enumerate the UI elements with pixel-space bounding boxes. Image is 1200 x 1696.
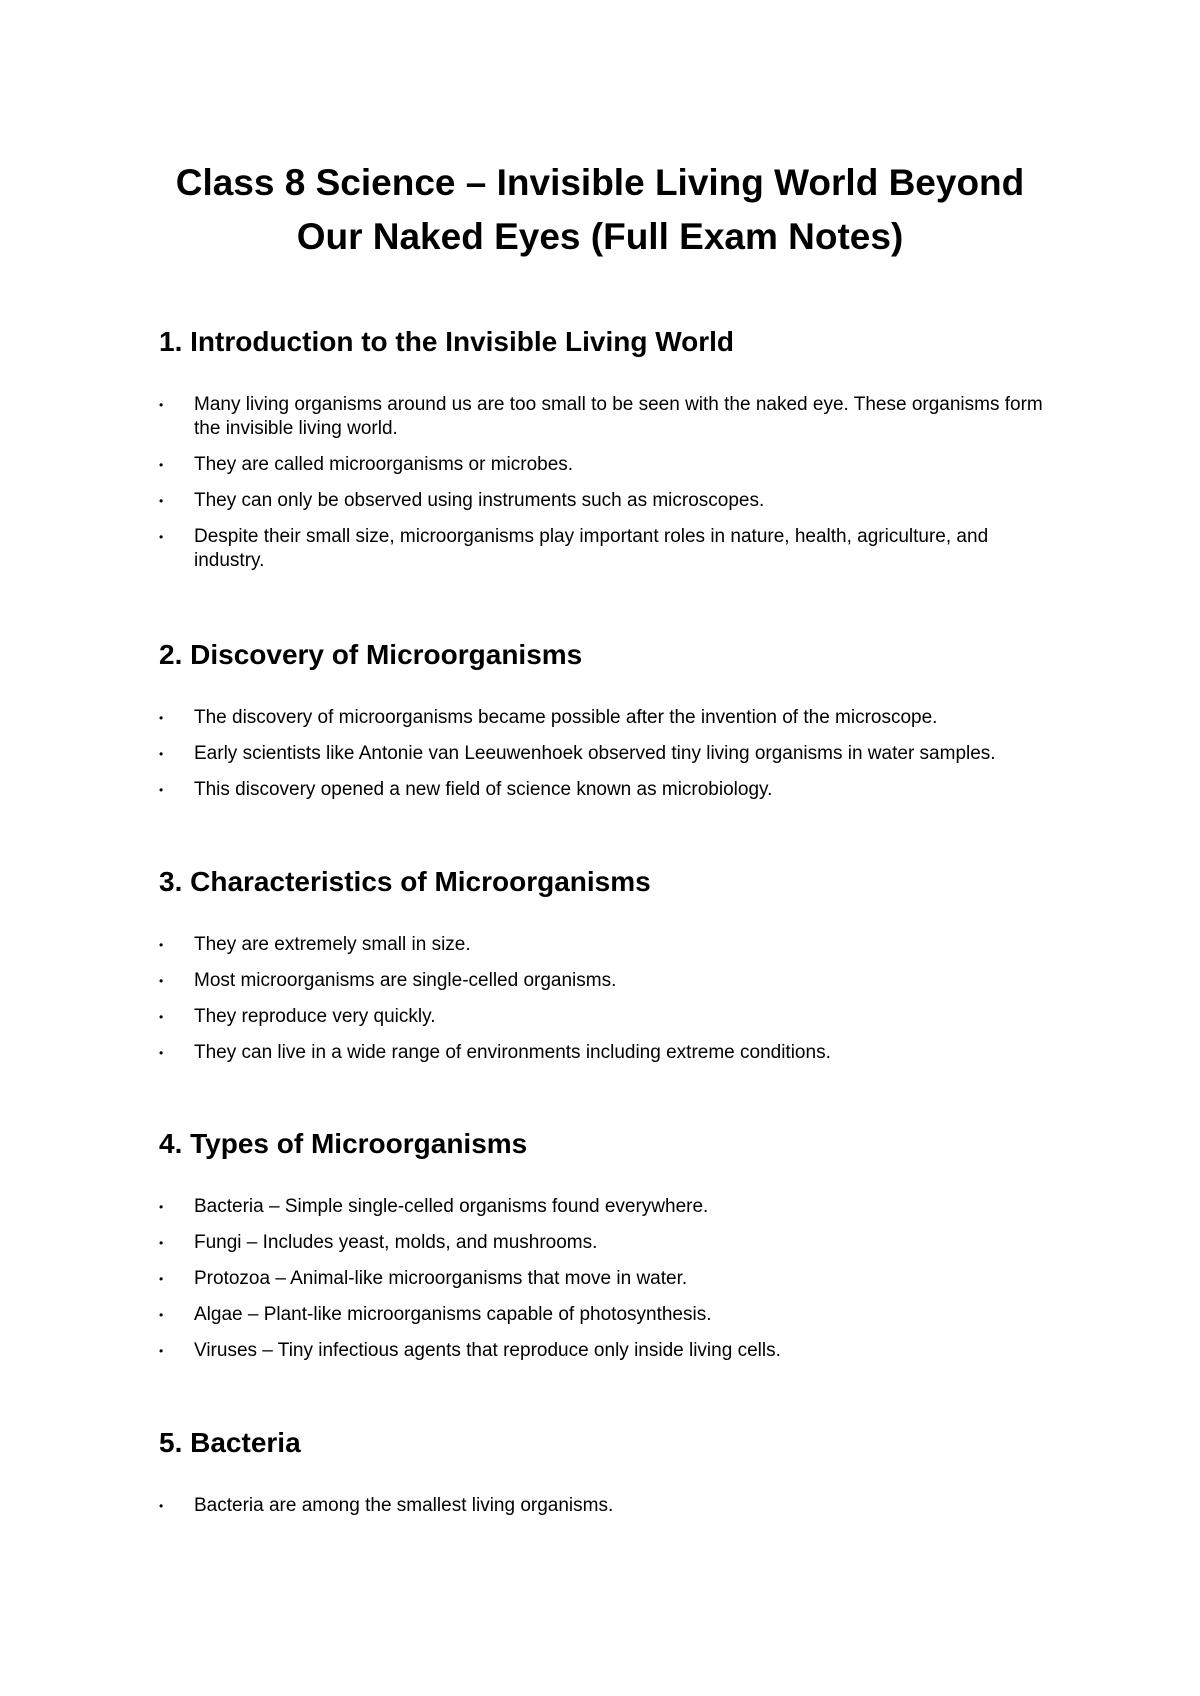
- list-item-text: Protozoa – Animal-like microorganisms that move in water.: [194, 1268, 688, 1289]
- section-heading: 5. Bacteria: [159, 1427, 301, 1458]
- list-item-text: They reproduce very quickly.: [194, 1006, 436, 1027]
- list-item-text: Viruses – Tiny infectious agents that reproduce only inside living cells.: [194, 1340, 781, 1361]
- list-item: [159, 1041, 1059, 1065]
- list-item: [159, 453, 1059, 477]
- bullet-icon: •: [159, 530, 164, 544]
- section-types: [159, 1127, 1059, 1375]
- bullet-icon: •: [159, 1308, 164, 1322]
- section-characteristics: [159, 865, 1059, 1077]
- list-item-text: They are called microorganisms or microbes.: [194, 454, 574, 475]
- list-item-text: They are extremely small in size.: [194, 934, 471, 955]
- section-heading: 4. Types of Microorganisms: [159, 1128, 528, 1159]
- section-heading: 1. Introduction to the Invisible Living World: [159, 326, 735, 357]
- list-item: [159, 489, 1059, 513]
- list-item: [159, 393, 1059, 441]
- bullet-icon: •: [159, 711, 164, 725]
- list-item: [159, 1231, 1059, 1255]
- bullet-icon: •: [159, 1046, 164, 1060]
- bullet-icon: •: [159, 1200, 164, 1214]
- bullet-list: [159, 393, 1059, 573]
- list-item: [159, 1339, 1059, 1363]
- section-discovery: [159, 638, 1059, 814]
- list-item: [159, 1267, 1059, 1291]
- document-title: Class 8 Science – Invisible Living World Beyond Our Naked Eyes (Full Exam Notes): [175, 162, 1025, 257]
- list-item: [159, 1303, 1059, 1327]
- list-item-text: Most microorganisms are single-celled organisms.: [194, 970, 617, 991]
- list-item-text: Algae – Plant-like microorganisms capable of photosynthesis.: [194, 1304, 712, 1325]
- list-item: [159, 706, 1059, 730]
- list-item: [159, 525, 1059, 573]
- bullet-icon: •: [159, 938, 164, 952]
- bullet-icon: •: [159, 398, 164, 412]
- section-introduction: [159, 325, 1059, 585]
- bullet-list: [159, 933, 1059, 1065]
- list-item: [159, 778, 1059, 802]
- bullet-icon: •: [159, 494, 164, 508]
- bullet-list: [159, 706, 1059, 802]
- list-item-text: Fungi – Includes yeast, molds, and mushrooms.: [194, 1232, 598, 1253]
- list-item: [159, 933, 1059, 957]
- list-item: [159, 969, 1059, 993]
- bullet-icon: •: [159, 747, 164, 761]
- list-item: [159, 1195, 1059, 1219]
- bullet-icon: •: [159, 1010, 164, 1024]
- bullet-icon: •: [159, 974, 164, 988]
- list-item-text: Bacteria are among the smallest living organisms.: [194, 1495, 614, 1516]
- bullet-icon: •: [159, 1236, 164, 1250]
- section-heading: 3. Characteristics of Microorganisms: [159, 866, 651, 897]
- bullet-list: [159, 1494, 1059, 1518]
- bullet-icon: •: [159, 1272, 164, 1286]
- list-item-text: Despite their small size, microorganisms play important roles in nature, health, agriculture, and industry.: [194, 526, 989, 571]
- bullet-list: [159, 1195, 1059, 1363]
- list-item-text: Early scientists like Antonie van Leeuwenhoek observed tiny living organisms in water samples.: [194, 743, 996, 764]
- list-item-text: Bacteria – Simple single-celled organisms found everywhere.: [194, 1196, 709, 1217]
- bullet-icon: •: [159, 458, 164, 472]
- list-item: [159, 1494, 1059, 1518]
- bullet-icon: •: [159, 1499, 164, 1513]
- list-item-text: They can only be observed using instruments such as microscopes.: [194, 490, 765, 511]
- bullet-icon: •: [159, 1344, 164, 1358]
- bullet-icon: •: [159, 783, 164, 797]
- list-item-text: This discovery opened a new field of science known as microbiology.: [194, 779, 773, 800]
- list-item-text: Many living organisms around us are too small to be seen with the naked eye. These organisms form the invisible living world.: [194, 394, 1043, 439]
- section-bacteria: [159, 1426, 1059, 1530]
- list-item-text: They can live in a wide range of environments including extreme conditions.: [194, 1042, 831, 1063]
- list-item: [159, 1005, 1059, 1029]
- section-heading: 2. Discovery of Microorganisms: [159, 639, 583, 670]
- list-item: [159, 742, 1059, 766]
- list-item-text: The discovery of microorganisms became possible after the invention of the microscope.: [194, 707, 938, 728]
